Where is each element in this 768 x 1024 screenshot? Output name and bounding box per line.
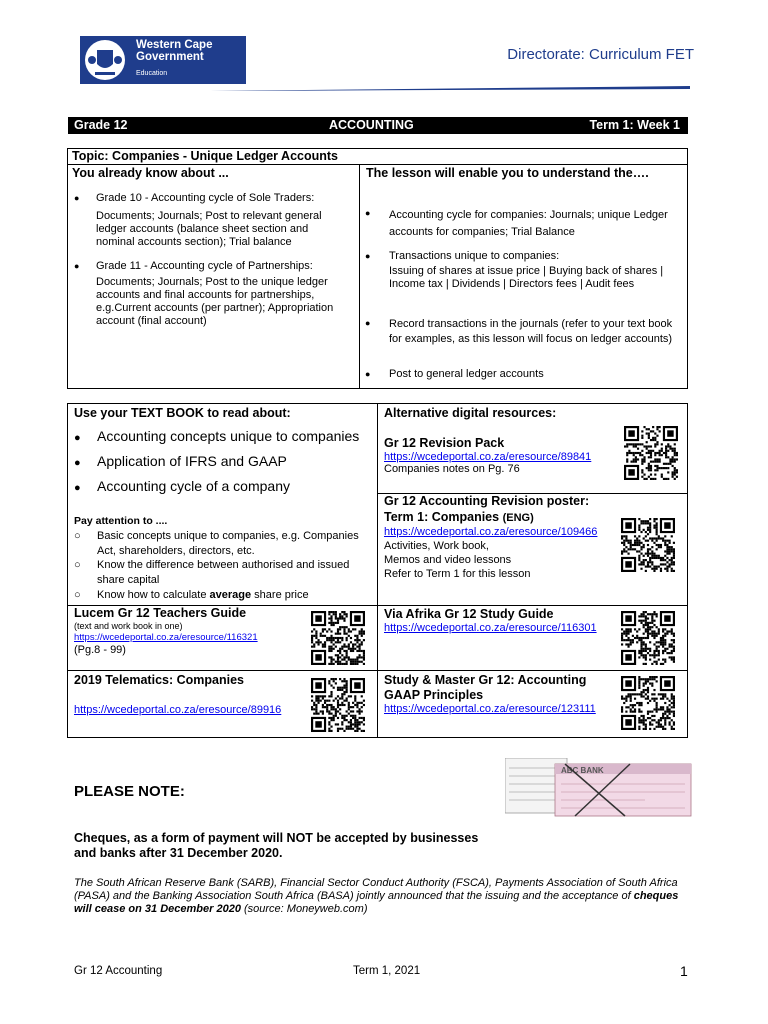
footer-center: Term 1, 2021 <box>353 965 421 977</box>
revision-pack-note: Companies notes on Pg. 76 <box>384 463 520 475</box>
column-divider <box>359 165 360 388</box>
list-item-text: Record transactions in the journals (refer to your text book for examples, as this lesson will focus on ledger accounts) <box>389 318 673 345</box>
column-divider <box>377 404 378 737</box>
term-label: Term 1: Week 1 <box>589 118 680 132</box>
poster-title-line2: Term 1: Companies <box>384 510 500 524</box>
textbook-heading: Use your TEXT BOOK to read about: <box>74 406 291 420</box>
header-divider <box>210 86 690 91</box>
list-item <box>74 558 374 586</box>
list-item-detail: Documents; Journals; Post to relevant general ledger accounts (balance sheet section and nominal accounts section); Trial balance <box>96 210 322 248</box>
cheque-message: Cheques, as a form of payment will NOT be accepted by businesses and banks after 31 December 2020. <box>74 831 479 860</box>
list-item-text: Basic concepts unique to companies, e.g. Companies Act, shareholders, directors, etc. <box>97 530 359 557</box>
list-item <box>74 478 374 497</box>
title-bar <box>68 117 688 134</box>
lucem-sub: (text and work book in one) <box>74 621 183 631</box>
qr-code-icon <box>621 611 675 665</box>
list-item-text: Accounting cycle for companies: Journals; unique Ledger accounts for companies; Trial Balance <box>389 209 668 238</box>
bullet-icon: ● <box>74 482 81 494</box>
poster-note: Activities, Work book, <box>384 540 489 552</box>
logo-line2: Government <box>136 51 204 63</box>
list-item-text: Transactions unique to companies: <box>389 250 560 262</box>
qr-code-icon <box>621 518 675 572</box>
poster-tag: (ENG) <box>502 512 534 524</box>
list-item-title: Grade 10 - Accounting cycle of Sole Traders: <box>96 192 315 204</box>
poster-note: Memos and video lessons <box>384 554 512 566</box>
crossed-cheque-icon <box>505 758 695 820</box>
telematics-link[interactable]: https://wcedeportal.co.za/eresource/89916 <box>74 704 282 716</box>
revision-pack-title: Gr 12 Revision Pack <box>384 436 505 450</box>
alt-resources-heading: Alternative digital resources: <box>384 406 557 420</box>
bullet-icon: ● <box>74 457 81 469</box>
qr-code-icon <box>311 611 365 665</box>
lucem-link[interactable]: https://wcedeportal.co.za/eresource/116321 <box>74 632 258 643</box>
wcg-logo <box>80 36 246 84</box>
grade-label: Grade 12 <box>74 118 128 132</box>
revision-pack-link[interactable]: https://wcedeportal.co.za/eresource/89841 <box>384 451 592 463</box>
poster-link[interactable]: https://wcedeportal.co.za/eresource/109466 <box>384 526 598 538</box>
via-afrika-title: Via Afrika Gr 12 Study Guide <box>384 607 554 621</box>
lucem-title: Lucem Gr 12 Teachers Guide <box>74 606 247 620</box>
bullet-icon: ● <box>365 318 371 328</box>
poster-note: Refer to Term 1 for this lesson <box>384 568 531 580</box>
cheque-description-bold: cheques will cease on 31 December 2020 <box>74 890 679 915</box>
bullet-icon: ● <box>74 261 80 271</box>
study-master-link[interactable]: https://wcedeportal.co.za/eresource/123111 <box>384 703 596 715</box>
list-item-text: Know the difference between authorised and issued share capital <box>97 559 350 586</box>
list-item <box>74 453 374 472</box>
circle-bullet-icon: ○ <box>74 530 81 542</box>
bullet-icon: ● <box>365 208 371 218</box>
cheque-description-source: (source: Moneyweb.com) <box>244 903 368 915</box>
page-number: 1 <box>680 963 688 979</box>
cheque-bank-name: ABC BANK <box>561 766 604 775</box>
study-master-title-line1: Study & Master Gr 12: Accounting <box>384 673 587 687</box>
resources-table <box>67 403 688 738</box>
telematics-title: 2019 Telematics: Companies <box>74 673 244 687</box>
row-divider <box>68 670 687 671</box>
qr-code-icon <box>624 426 678 480</box>
please-note-heading: PLEASE NOTE: <box>74 783 185 800</box>
list-item: ○ Know how to calculate average share price <box>74 589 309 601</box>
bullet-icon: ● <box>74 193 80 203</box>
list-item <box>74 529 374 557</box>
bullet-icon: ● <box>74 432 81 444</box>
list-item-text: Accounting cycle of a company <box>97 478 290 494</box>
pay-attention-heading: Pay attention to .... <box>74 515 168 527</box>
already-know-heading: You already know about ... <box>72 166 229 180</box>
study-master-title-line2: GAAP Principles <box>384 688 484 702</box>
directorate-title: Directorate: Curriculum FET <box>507 46 694 63</box>
bullet-icon: ● <box>365 251 371 261</box>
cheque-description-text: The South African Reserve Bank (SARB), Financial Sector Conduct Authority (FSCA), Payments Association of South Africa (PASA) and the Banking Association South Africa (BASA) jointly announced that the issuing and the acceptance of <box>74 877 678 902</box>
logo-line1: Western Cape <box>136 39 213 51</box>
via-afrika-link[interactable]: https://wcedeportal.co.za/eresource/116301 <box>384 622 597 634</box>
subject-label: ACCOUNTING <box>329 118 414 132</box>
list-item-title: Grade 11 - Accounting cycle of Partnerships: <box>96 260 313 272</box>
qr-code-icon <box>311 678 365 732</box>
lesson-goals-heading: The lesson will enable you to understand the…. <box>366 166 649 180</box>
circle-bullet-icon: ○ <box>74 559 81 571</box>
list-item-text: Application of IFRS and GAAP <box>97 453 287 469</box>
topic-table <box>67 148 688 389</box>
list-item-detail: Documents; Journals; Post to the unique ledger accounts and final accounts for partnerships, e.g.Current accounts (per partner); Appropriation account (final account) <box>96 276 334 327</box>
lucem-pages: (Pg.8 - 99) <box>74 644 126 656</box>
bullet-icon: ● <box>365 369 371 379</box>
list-item-text: Accounting concepts unique to companies <box>97 428 360 444</box>
cheque-description <box>74 877 694 916</box>
logo-sub: Education <box>136 70 168 77</box>
poster-title-line1: Gr 12 Accounting Revision poster: <box>384 494 590 508</box>
circle-bullet-icon: ○ <box>74 589 81 601</box>
footer-left: Gr 12 Accounting <box>74 965 163 977</box>
coat-of-arms-icon <box>83 38 127 82</box>
list-item <box>74 428 374 447</box>
list-item-text: Post to general ledger accounts <box>389 368 544 380</box>
qr-code-icon <box>621 676 675 730</box>
topic-heading: Topic: Companies - Unique Ledger Accounts <box>68 149 687 165</box>
transactions-detail: Issuing of shares at issue price | Buying back of shares | Income tax | Dividends | Directors fees | Audit fees <box>389 265 664 290</box>
